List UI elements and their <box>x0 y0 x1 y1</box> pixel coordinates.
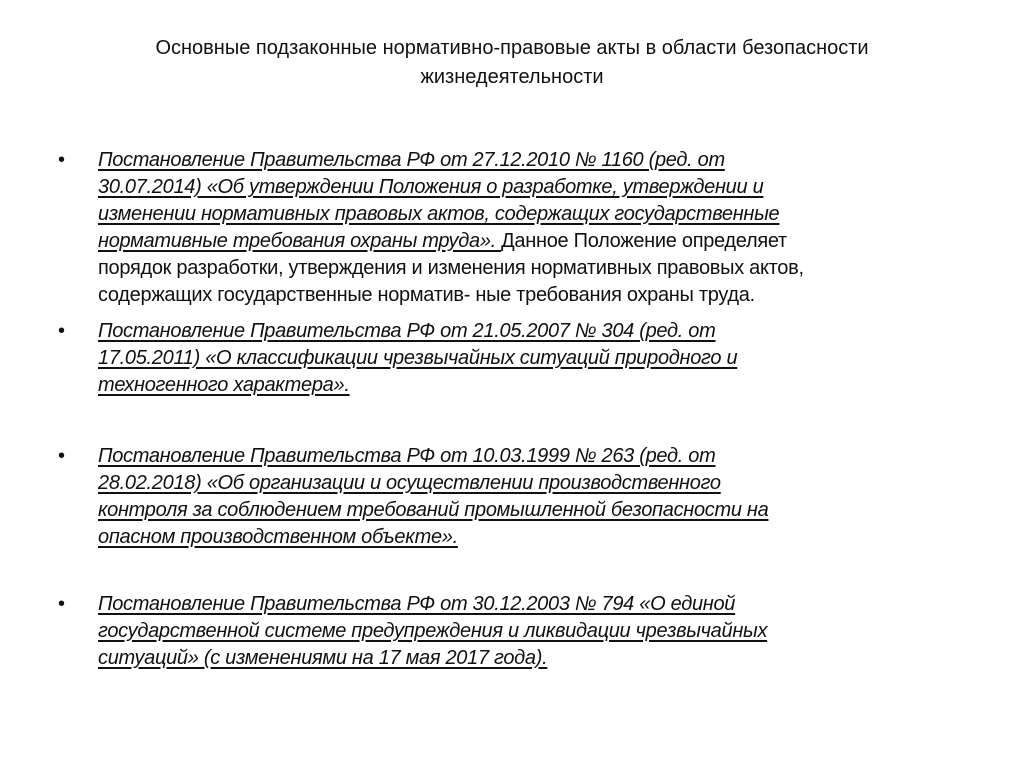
text-line <box>98 591 767 618</box>
text-line <box>98 470 768 497</box>
document-link[interactable]: контроля за соблюдением требований промышленной безопасности на <box>98 499 769 521</box>
text-line <box>98 497 768 524</box>
document-link[interactable]: техногенного характера». <box>98 374 350 396</box>
bullet-icon: • <box>58 320 66 342</box>
plain-text: Данное Положение определяет <box>501 230 787 252</box>
bullet-text <box>98 147 804 309</box>
document-link[interactable]: 17.05.2011) «О классификации чрезвычайных ситуаций природного и <box>98 347 738 369</box>
text-line <box>98 345 737 372</box>
document-link[interactable]: государственной системе предупреждения и ликвидации чрезвычайных <box>98 620 768 642</box>
text-line <box>98 255 804 282</box>
plain-text: порядок разработки, утверждения и изменения нормативных правовых актов, <box>98 257 804 279</box>
bullet-text <box>98 318 737 399</box>
slide-title-line-2: жизнедеятельности <box>420 66 604 88</box>
document-link[interactable]: Постановление Правительства РФ от 30.12.2003 № 794 «О единой <box>98 593 736 615</box>
slide-title <box>0 34 1024 92</box>
bullet-text <box>98 443 768 551</box>
document-link[interactable]: 30.07.2014) «Об утверждении Положения о разработке, утверждении и <box>98 176 764 198</box>
document-link[interactable]: ситуаций» (с изменениями на 17 мая 2017 года). <box>98 647 548 669</box>
bullet-icon: • <box>58 149 66 171</box>
text-line <box>98 282 804 309</box>
text-line <box>98 201 804 228</box>
bullet-text <box>98 591 767 672</box>
text-line <box>98 318 737 345</box>
text-line <box>98 228 804 255</box>
text-line <box>98 372 737 399</box>
bullet-icon: • <box>58 445 66 467</box>
plain-text: содержащих государственные норматив- ные требования охраны труда. <box>98 284 755 306</box>
document-link[interactable]: изменении нормативных правовых актов, содержащих государственные <box>98 203 780 225</box>
text-line <box>98 443 768 470</box>
bullet-icon: • <box>58 593 66 615</box>
text-line <box>98 174 804 201</box>
document-link[interactable]: Постановление Правительства РФ от 27.12.2010 № 1160 (ред. от <box>98 149 725 171</box>
text-line <box>98 147 804 174</box>
slide-title-line-1: Основные подзаконные нормативно-правовые акты в области безопасности <box>155 37 869 59</box>
document-link[interactable]: Постановление Правительства РФ от 21.05.2007 № 304 (ред. от <box>98 320 716 342</box>
document-link[interactable]: опасном производственном объекте». <box>98 526 458 548</box>
text-line <box>98 618 767 645</box>
text-line <box>98 524 768 551</box>
document-link[interactable]: 28.02.2018) «Об организации и осуществлении производственного <box>98 472 721 494</box>
text-line <box>98 645 767 672</box>
document-link[interactable]: Постановление Правительства РФ от 10.03.1999 № 263 (ред. от <box>98 445 716 467</box>
document-link[interactable]: нормативные требования охраны труда». <box>98 230 502 252</box>
